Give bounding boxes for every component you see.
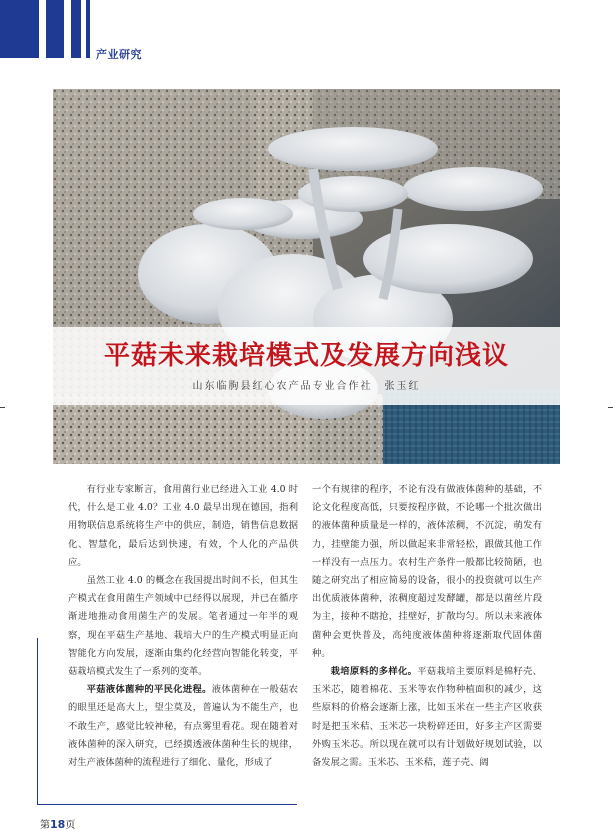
right-column	[312, 481, 542, 772]
page-label: 第	[40, 820, 50, 831]
page-number-value: 18	[50, 818, 66, 831]
crop-mark	[0, 407, 5, 408]
left-column	[68, 481, 298, 772]
left-rule	[37, 638, 38, 804]
header-bar-1	[0, 0, 39, 58]
header-bar-3	[71, 0, 81, 58]
paragraph: 有行业专家断言，食用菌行业已经进入工业 4.0 时代，什么是工业 4.0？工业 4.0 最早出现在德国，指利用物联信息系统将生产中的供应，制造，销售信息数据化、智慧化，最后达到快速，有效，个人化的产品供应。	[68, 484, 298, 568]
footer-rule	[37, 804, 297, 805]
section-label: 产业研究	[96, 48, 142, 61]
paragraph	[68, 681, 298, 772]
subheading: 平菇液体菌种的平民化进程。	[86, 684, 212, 696]
page-number	[40, 816, 75, 831]
article-byline: 山东临朐县红心农产品专业合作社 张玉红	[192, 381, 421, 392]
article-title: 平菇未来栽培模式及发展方向浅议	[103, 341, 509, 371]
paragraph-text: 平菇栽培主要原料是棉籽壳、玉米芯，随着棉花、玉米等农作物种植面积的减少，这些原料的价格会逐渐上涨，比如玉米在一些主产区收获时是把玉米秸、玉米芯一块粉碎还田，好多主产区需要外购玉米芯。所以现在就可以有计划做好规划试验，以备发展之需。玉米芯、玉米秸，莲子壳、阔	[312, 666, 542, 769]
paragraph	[312, 663, 542, 772]
paragraph-text: 液体菌种在一般菇农的眼里还是高大上，望尘莫及，普遍认为不能生产，也不敢生产，感觉比较神秘，有点雾里看花。现在随着对液体菌种的深入研究，已经摸透液体菌种生长的规律，对生产液体菌种的流程进行了细化、量化，形成了	[68, 684, 298, 769]
paragraph: 一个有规律的程序，不论有没有做液体菌种的基础，不论文化程度高低，只要按程序做，不论哪一个批次做出的液体菌种质量是一样的，液体浓稠，不沉淀，萌发有力，挂壁能力强，所以做起来非常轻松，跟做其他工作一样没有一点压力。农村生产条件一般都比较简陋，也随之研究出了相应简易的设备，很小的投资就可以生产出优质液体菌种，浓稠度超过发酵罐，都是以菌丝片段为主，接种不瞎抢，挂壁好，扩散均匀。所以未来液体菌种会更快普及，高纯度液体菌种将逐渐取代固体菌种。	[312, 484, 542, 659]
hero-image-oyster-mushrooms	[53, 89, 560, 464]
header-bar-4	[86, 0, 90, 58]
header-bar-2	[46, 0, 64, 58]
paragraph: 虽然工业 4.0 的概念在我国提出时间不长，但其生产模式在食用菌生产领域中已经得以展现，并已在循序渐进地推动食用菌生产的发展。笔者通过一年半的观察，现在平菇生产基地、栽培大户的生产模式明显正向智能化方向发展，逐渐由集约化经营向智能化转变，平菇栽培模式发生了一系列的变革。	[68, 575, 298, 678]
subheading: 栽培原料的多样化。	[330, 666, 418, 678]
title-band	[53, 327, 560, 405]
crop-mark	[608, 407, 613, 408]
page-suffix: 页	[65, 820, 76, 831]
